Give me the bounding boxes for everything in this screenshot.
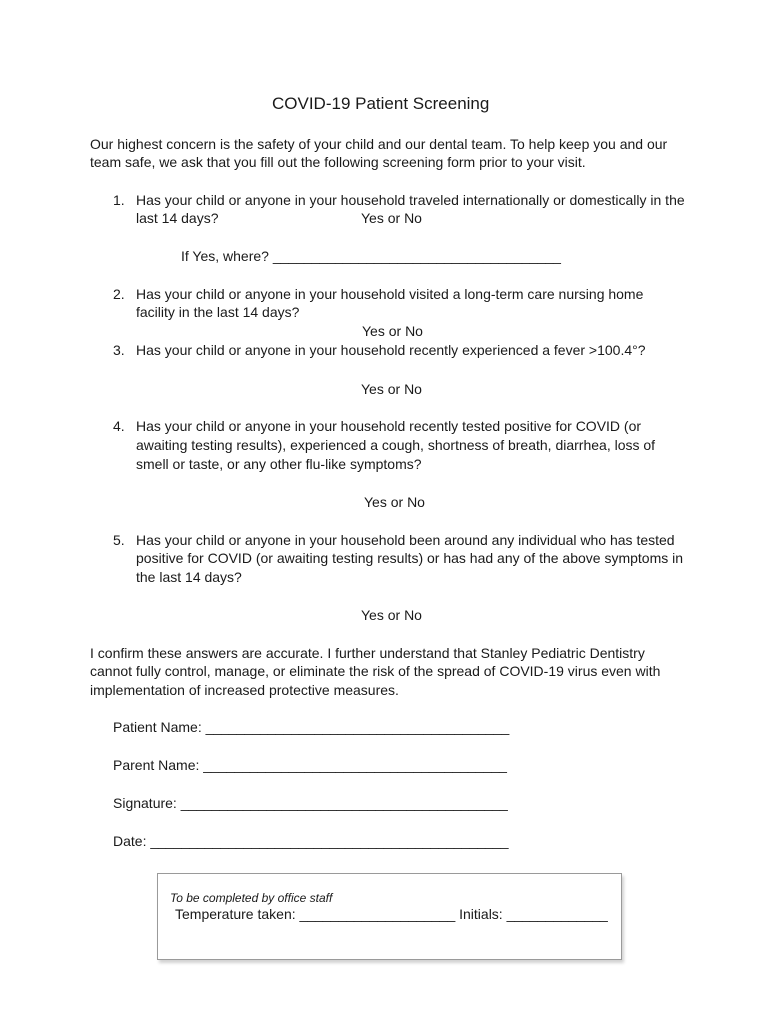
- confirmation-line-2: cannot fully control, manage, or eliminate the risk of the spread of COVID-19 virus even with: [90, 663, 661, 679]
- date-field[interactable]: Date: ______________________________________________: [113, 833, 509, 849]
- question-5-text: Has your child or anyone in your household been around any individual who has tested: [136, 532, 675, 548]
- question-3-text: Has your child or anyone in your household recently experienced a fever >100.4°?: [136, 342, 646, 358]
- office-staff-heading: To be completed by office staff: [170, 891, 333, 905]
- signature-field[interactable]: Signature: __________________________________________: [113, 795, 508, 811]
- question-4-text: Has your child or anyone in your household recently tested positive for COVID (or: [136, 418, 642, 434]
- intro-line-1: Our highest concern is the safety of your child and our dental team. To help keep you and our: [90, 136, 668, 152]
- confirmation-line-3: implementation of increased protective measures.: [90, 682, 399, 698]
- question-5-text-3: the last 14 days?: [136, 569, 242, 585]
- question-2-text-2: facility in the last 14 days?: [136, 304, 300, 320]
- question-1-followup-field[interactable]: If Yes, where? _____________________________________: [181, 248, 561, 264]
- question-3-answer[interactable]: Yes or No: [361, 381, 422, 397]
- question-4-answer[interactable]: Yes or No: [364, 494, 425, 510]
- question-4-text-3: smell or taste, or any other flu-like symptoms?: [136, 456, 422, 472]
- question-5-number: 5.: [113, 532, 125, 548]
- intro-line-2: team safe, we ask that you fill out the following screening form prior to your visit.: [90, 154, 586, 170]
- question-1-answer[interactable]: Yes or No: [361, 210, 422, 226]
- question-2-text: Has your child or anyone in your household visited a long-term care nursing home: [136, 286, 644, 302]
- question-1-text: Has your child or anyone in your household traveled internationally or domestically in the: [136, 192, 685, 208]
- question-4-text-2: awaiting testing results), experienced a cough, shortness of breath, diarrhea, loss of: [136, 437, 656, 453]
- confirmation-line-1: I confirm these answers are accurate. I further understand that Stanley Pediatric Dentistry: [90, 645, 645, 661]
- question-3-number: 3.: [113, 342, 125, 358]
- page-title: COVID-19 Patient Screening: [272, 94, 490, 113]
- parent-name-field[interactable]: Parent Name: _______________________________________: [113, 757, 507, 773]
- question-5-answer[interactable]: Yes or No: [361, 607, 422, 623]
- office-staff-box: [157, 873, 622, 960]
- office-staff-fields[interactable]: Temperature taken: ____________________ Initials: _____________: [175, 906, 608, 922]
- question-5-text-2: positive for COVID (or awaiting testing results) or has had any of the above symptoms in: [136, 550, 684, 566]
- question-2-answer[interactable]: Yes or No: [362, 323, 423, 339]
- question-1-text-2: last 14 days?: [136, 210, 219, 226]
- question-2-number: 2.: [113, 286, 125, 302]
- question-4-number: 4.: [113, 418, 125, 434]
- patient-name-field[interactable]: Patient Name: _______________________________________: [113, 719, 510, 735]
- question-1-number: 1.: [113, 192, 125, 208]
